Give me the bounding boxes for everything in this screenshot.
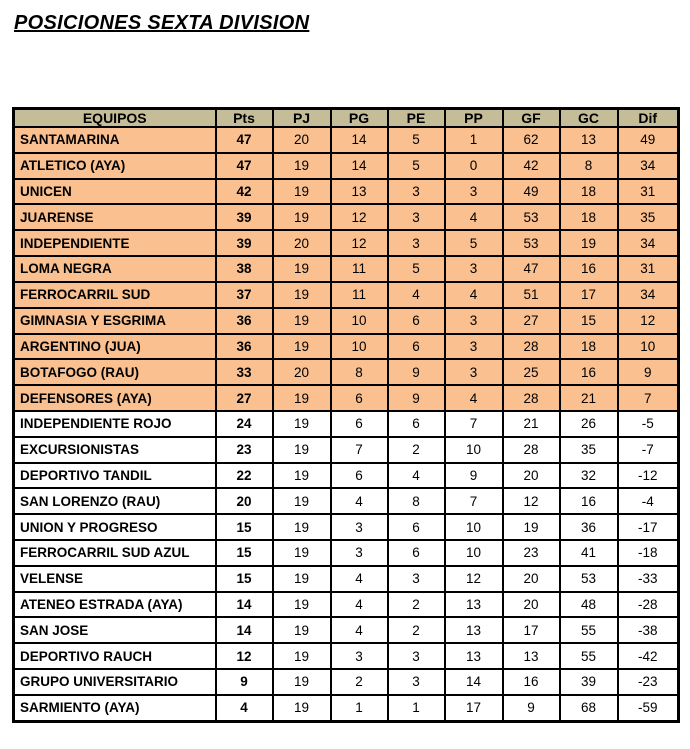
team-name-cell: DEPORTIVO TANDIL: [14, 463, 216, 489]
stat-cell-pp: 3: [445, 359, 503, 385]
stat-cell-dif: 49: [618, 127, 679, 153]
stat-cell-pg: 4: [331, 566, 388, 592]
stat-cell-pe: 5: [388, 127, 445, 153]
stat-cell-pts: 27: [216, 385, 273, 411]
stat-cell-dif: -42: [618, 643, 679, 669]
stat-cell-pj: 19: [273, 669, 331, 695]
stat-cell-gc: 26: [560, 411, 618, 437]
stat-cell-pe: 3: [388, 669, 445, 695]
stat-cell-pj: 19: [273, 617, 331, 643]
stat-cell-pe: 6: [388, 334, 445, 360]
stat-cell-dif: 9: [618, 359, 679, 385]
stat-cell-dif: 31: [618, 256, 679, 282]
column-header-pe: PE: [388, 109, 445, 128]
stat-cell-gc: 18: [560, 334, 618, 360]
stat-cell-pp: 3: [445, 308, 503, 334]
stat-cell-pg: 2: [331, 669, 388, 695]
stat-cell-gf: 53: [503, 230, 560, 256]
stat-cell-pg: 8: [331, 359, 388, 385]
stat-cell-gc: 53: [560, 566, 618, 592]
team-name-cell: UNICEN: [14, 179, 216, 205]
stat-cell-pp: 10: [445, 514, 503, 540]
stat-cell-pts: 36: [216, 334, 273, 360]
team-name-cell: SAN JOSE: [14, 617, 216, 643]
stat-cell-gc: 15: [560, 308, 618, 334]
table-row: [14, 437, 679, 463]
stat-cell-gc: 16: [560, 256, 618, 282]
stat-cell-pg: 6: [331, 385, 388, 411]
stat-cell-gc: 8: [560, 153, 618, 179]
stat-cell-gc: 68: [560, 695, 618, 722]
stat-cell-dif: -28: [618, 592, 679, 618]
stat-cell-pts: 47: [216, 153, 273, 179]
stat-cell-pe: 1: [388, 695, 445, 722]
column-header-pj: PJ: [273, 109, 331, 128]
stat-cell-pe: 4: [388, 463, 445, 489]
stat-cell-pg: 3: [331, 540, 388, 566]
column-header-gf: GF: [503, 109, 560, 128]
stat-cell-dif: -33: [618, 566, 679, 592]
stat-cell-dif: -59: [618, 695, 679, 722]
team-name-cell: VELENSE: [14, 566, 216, 592]
stat-cell-gf: 9: [503, 695, 560, 722]
stat-cell-pts: 23: [216, 437, 273, 463]
stat-cell-pp: 9: [445, 463, 503, 489]
stat-cell-pg: 3: [331, 643, 388, 669]
stat-cell-gc: 32: [560, 463, 618, 489]
stat-cell-dif: -18: [618, 540, 679, 566]
stat-cell-pp: 3: [445, 256, 503, 282]
stat-cell-pts: 14: [216, 592, 273, 618]
team-name-cell: GIMNASIA Y ESGRIMA: [14, 308, 216, 334]
stat-cell-pts: 33: [216, 359, 273, 385]
stat-cell-gf: 25: [503, 359, 560, 385]
stat-cell-gf: 62: [503, 127, 560, 153]
table-row: [14, 514, 679, 540]
stat-cell-pj: 19: [273, 204, 331, 230]
stat-cell-pg: 4: [331, 488, 388, 514]
stat-cell-pg: 1: [331, 695, 388, 722]
table-row: [14, 153, 679, 179]
stat-cell-gf: 20: [503, 463, 560, 489]
stat-cell-pe: 5: [388, 153, 445, 179]
stat-cell-gc: 41: [560, 540, 618, 566]
stat-cell-gf: 27: [503, 308, 560, 334]
table-row: [14, 230, 679, 256]
stat-cell-pp: 17: [445, 695, 503, 722]
stat-cell-pj: 19: [273, 385, 331, 411]
stat-cell-pts: 22: [216, 463, 273, 489]
stat-cell-pp: 4: [445, 385, 503, 411]
table-row: [14, 127, 679, 153]
stat-cell-gc: 35: [560, 437, 618, 463]
table-row: [14, 540, 679, 566]
stat-cell-pe: 6: [388, 514, 445, 540]
stat-cell-dif: -7: [618, 437, 679, 463]
team-name-cell: ATENEO ESTRADA (AYA): [14, 592, 216, 618]
stat-cell-pts: 39: [216, 230, 273, 256]
stat-cell-pj: 19: [273, 256, 331, 282]
stat-cell-pts: 36: [216, 308, 273, 334]
stat-cell-pe: 4: [388, 282, 445, 308]
stat-cell-pp: 10: [445, 540, 503, 566]
stat-cell-gc: 18: [560, 204, 618, 230]
stat-cell-pj: 19: [273, 643, 331, 669]
stat-cell-gc: 55: [560, 617, 618, 643]
table-row: [14, 617, 679, 643]
stat-cell-pg: 14: [331, 127, 388, 153]
stat-cell-gc: 36: [560, 514, 618, 540]
stat-cell-gc: 21: [560, 385, 618, 411]
stat-cell-gf: 12: [503, 488, 560, 514]
standings-table: [12, 107, 680, 723]
stat-cell-pj: 19: [273, 695, 331, 722]
stat-cell-pp: 3: [445, 179, 503, 205]
stat-cell-pts: 12: [216, 643, 273, 669]
stat-cell-pts: 42: [216, 179, 273, 205]
stat-cell-gc: 18: [560, 179, 618, 205]
stat-cell-pts: 37: [216, 282, 273, 308]
stat-cell-pj: 20: [273, 127, 331, 153]
team-name-cell: BOTAFOGO (RAU): [14, 359, 216, 385]
stat-cell-pj: 19: [273, 308, 331, 334]
page-title: POSICIONES SEXTA DIVISION: [14, 12, 310, 34]
team-name-cell: ATLETICO (AYA): [14, 153, 216, 179]
stat-cell-pts: 15: [216, 540, 273, 566]
stat-cell-pe: 3: [388, 179, 445, 205]
stat-cell-pg: 13: [331, 179, 388, 205]
table-row: [14, 695, 679, 722]
stat-cell-pts: 24: [216, 411, 273, 437]
stat-cell-pg: 3: [331, 514, 388, 540]
stat-cell-gf: 21: [503, 411, 560, 437]
stat-cell-gf: 23: [503, 540, 560, 566]
stat-cell-gf: 13: [503, 643, 560, 669]
stat-cell-pp: 0: [445, 153, 503, 179]
team-name-cell: GRUPO UNIVERSITARIO: [14, 669, 216, 695]
team-name-cell: INDEPENDIENTE: [14, 230, 216, 256]
stat-cell-pj: 19: [273, 488, 331, 514]
stat-cell-pp: 4: [445, 282, 503, 308]
column-header-pg: PG: [331, 109, 388, 128]
table-row: [14, 359, 679, 385]
stat-cell-pp: 7: [445, 411, 503, 437]
team-name-cell: DEFENSORES (AYA): [14, 385, 216, 411]
stat-cell-pe: 3: [388, 566, 445, 592]
stat-cell-gc: 19: [560, 230, 618, 256]
stat-cell-pts: 14: [216, 617, 273, 643]
stat-cell-dif: 35: [618, 204, 679, 230]
column-header-dif: Dif: [618, 109, 679, 128]
team-name-cell: SANTAMARINA: [14, 127, 216, 153]
stat-cell-pe: 6: [388, 411, 445, 437]
table-row: [14, 282, 679, 308]
stat-cell-pj: 19: [273, 411, 331, 437]
table-row: [14, 566, 679, 592]
stat-cell-pj: 19: [273, 540, 331, 566]
stat-cell-dif: -23: [618, 669, 679, 695]
column-header-equipos: EQUIPOS: [14, 109, 216, 128]
stat-cell-gf: 20: [503, 592, 560, 618]
stat-cell-gc: 13: [560, 127, 618, 153]
team-name-cell: UNION Y PROGRESO: [14, 514, 216, 540]
stat-cell-pe: 8: [388, 488, 445, 514]
stat-cell-gc: 39: [560, 669, 618, 695]
stat-cell-dif: 10: [618, 334, 679, 360]
stat-cell-gf: 53: [503, 204, 560, 230]
stat-cell-pg: 11: [331, 282, 388, 308]
stat-cell-gf: 17: [503, 617, 560, 643]
stat-cell-pg: 12: [331, 204, 388, 230]
stat-cell-pp: 7: [445, 488, 503, 514]
stat-cell-dif: -38: [618, 617, 679, 643]
table-row: [14, 669, 679, 695]
stat-cell-pg: 7: [331, 437, 388, 463]
stat-cell-pts: 9: [216, 669, 273, 695]
stat-cell-gc: 16: [560, 359, 618, 385]
table-row: [14, 179, 679, 205]
stat-cell-dif: 12: [618, 308, 679, 334]
stat-cell-pg: 11: [331, 256, 388, 282]
stat-cell-pg: 6: [331, 463, 388, 489]
stat-cell-pp: 14: [445, 669, 503, 695]
stat-cell-pp: 3: [445, 334, 503, 360]
stat-cell-pg: 6: [331, 411, 388, 437]
table-row: [14, 256, 679, 282]
stat-cell-pe: 6: [388, 540, 445, 566]
table-row: [14, 592, 679, 618]
stat-cell-pj: 19: [273, 514, 331, 540]
stat-cell-pg: 10: [331, 334, 388, 360]
stat-cell-dif: 7: [618, 385, 679, 411]
stat-cell-pe: 2: [388, 592, 445, 618]
table-row: [14, 488, 679, 514]
stat-cell-pp: 13: [445, 592, 503, 618]
stat-cell-pe: 3: [388, 204, 445, 230]
stat-cell-pp: 1: [445, 127, 503, 153]
stat-cell-pe: 6: [388, 308, 445, 334]
stat-cell-gf: 49: [503, 179, 560, 205]
stat-cell-pp: 13: [445, 643, 503, 669]
stat-cell-dif: 31: [618, 179, 679, 205]
team-name-cell: ARGENTINO (JUA): [14, 334, 216, 360]
stat-cell-dif: -5: [618, 411, 679, 437]
stat-cell-pj: 19: [273, 463, 331, 489]
stat-cell-gf: 28: [503, 437, 560, 463]
stat-cell-gf: 20: [503, 566, 560, 592]
stat-cell-pg: 4: [331, 592, 388, 618]
stat-cell-pj: 20: [273, 230, 331, 256]
stat-cell-pts: 20: [216, 488, 273, 514]
stat-cell-gf: 47: [503, 256, 560, 282]
stat-cell-pj: 19: [273, 179, 331, 205]
stat-cell-gf: 28: [503, 334, 560, 360]
stat-cell-pp: 10: [445, 437, 503, 463]
stat-cell-pe: 9: [388, 385, 445, 411]
stat-cell-pe: 2: [388, 437, 445, 463]
stat-cell-gf: 42: [503, 153, 560, 179]
stat-cell-dif: 34: [618, 230, 679, 256]
stat-cell-pj: 19: [273, 437, 331, 463]
stat-cell-pj: 19: [273, 153, 331, 179]
stat-cell-gf: 19: [503, 514, 560, 540]
stat-cell-pg: 14: [331, 153, 388, 179]
stat-cell-pts: 15: [216, 566, 273, 592]
team-name-cell: SAN LORENZO (RAU): [14, 488, 216, 514]
table-row: [14, 411, 679, 437]
stat-cell-dif: -12: [618, 463, 679, 489]
table-row: [14, 204, 679, 230]
header-row: [14, 109, 679, 128]
stat-cell-pts: 15: [216, 514, 273, 540]
stat-cell-pts: 39: [216, 204, 273, 230]
table-row: [14, 643, 679, 669]
table-row: [14, 334, 679, 360]
stat-cell-dif: 34: [618, 282, 679, 308]
stat-cell-pg: 12: [331, 230, 388, 256]
stat-cell-pj: 19: [273, 282, 331, 308]
team-name-cell: JUARENSE: [14, 204, 216, 230]
stat-cell-pts: 47: [216, 127, 273, 153]
stat-cell-pj: 19: [273, 592, 331, 618]
stat-cell-dif: 34: [618, 153, 679, 179]
stat-cell-pg: 4: [331, 617, 388, 643]
stat-cell-gf: 51: [503, 282, 560, 308]
team-name-cell: EXCURSIONISTAS: [14, 437, 216, 463]
stat-cell-pg: 10: [331, 308, 388, 334]
column-header-pts: Pts: [216, 109, 273, 128]
stat-cell-pj: 19: [273, 566, 331, 592]
stat-cell-pj: 20: [273, 359, 331, 385]
team-name-cell: SARMIENTO (AYA): [14, 695, 216, 722]
team-name-cell: FERROCARRIL SUD AZUL: [14, 540, 216, 566]
stat-cell-pp: 13: [445, 617, 503, 643]
stat-cell-gc: 55: [560, 643, 618, 669]
stat-cell-pe: 5: [388, 256, 445, 282]
stat-cell-dif: -4: [618, 488, 679, 514]
stat-cell-pts: 38: [216, 256, 273, 282]
stat-cell-gf: 16: [503, 669, 560, 695]
stat-cell-pp: 4: [445, 204, 503, 230]
stat-cell-pts: 4: [216, 695, 273, 722]
stat-cell-dif: -17: [618, 514, 679, 540]
stat-cell-gc: 17: [560, 282, 618, 308]
stat-cell-pe: 3: [388, 230, 445, 256]
stat-cell-pp: 12: [445, 566, 503, 592]
team-name-cell: FERROCARRIL SUD: [14, 282, 216, 308]
stat-cell-pp: 5: [445, 230, 503, 256]
table-row: [14, 385, 679, 411]
column-header-pp: PP: [445, 109, 503, 128]
team-name-cell: LOMA NEGRA: [14, 256, 216, 282]
table-row: [14, 308, 679, 334]
column-header-gc: GC: [560, 109, 618, 128]
stat-cell-pj: 19: [273, 334, 331, 360]
stat-cell-gc: 48: [560, 592, 618, 618]
stat-cell-pe: 3: [388, 643, 445, 669]
stat-cell-gc: 16: [560, 488, 618, 514]
stat-cell-pe: 2: [388, 617, 445, 643]
team-name-cell: DEPORTIVO RAUCH: [14, 643, 216, 669]
table-row: [14, 463, 679, 489]
stat-cell-pe: 9: [388, 359, 445, 385]
stat-cell-gf: 28: [503, 385, 560, 411]
team-name-cell: INDEPENDIENTE ROJO: [14, 411, 216, 437]
